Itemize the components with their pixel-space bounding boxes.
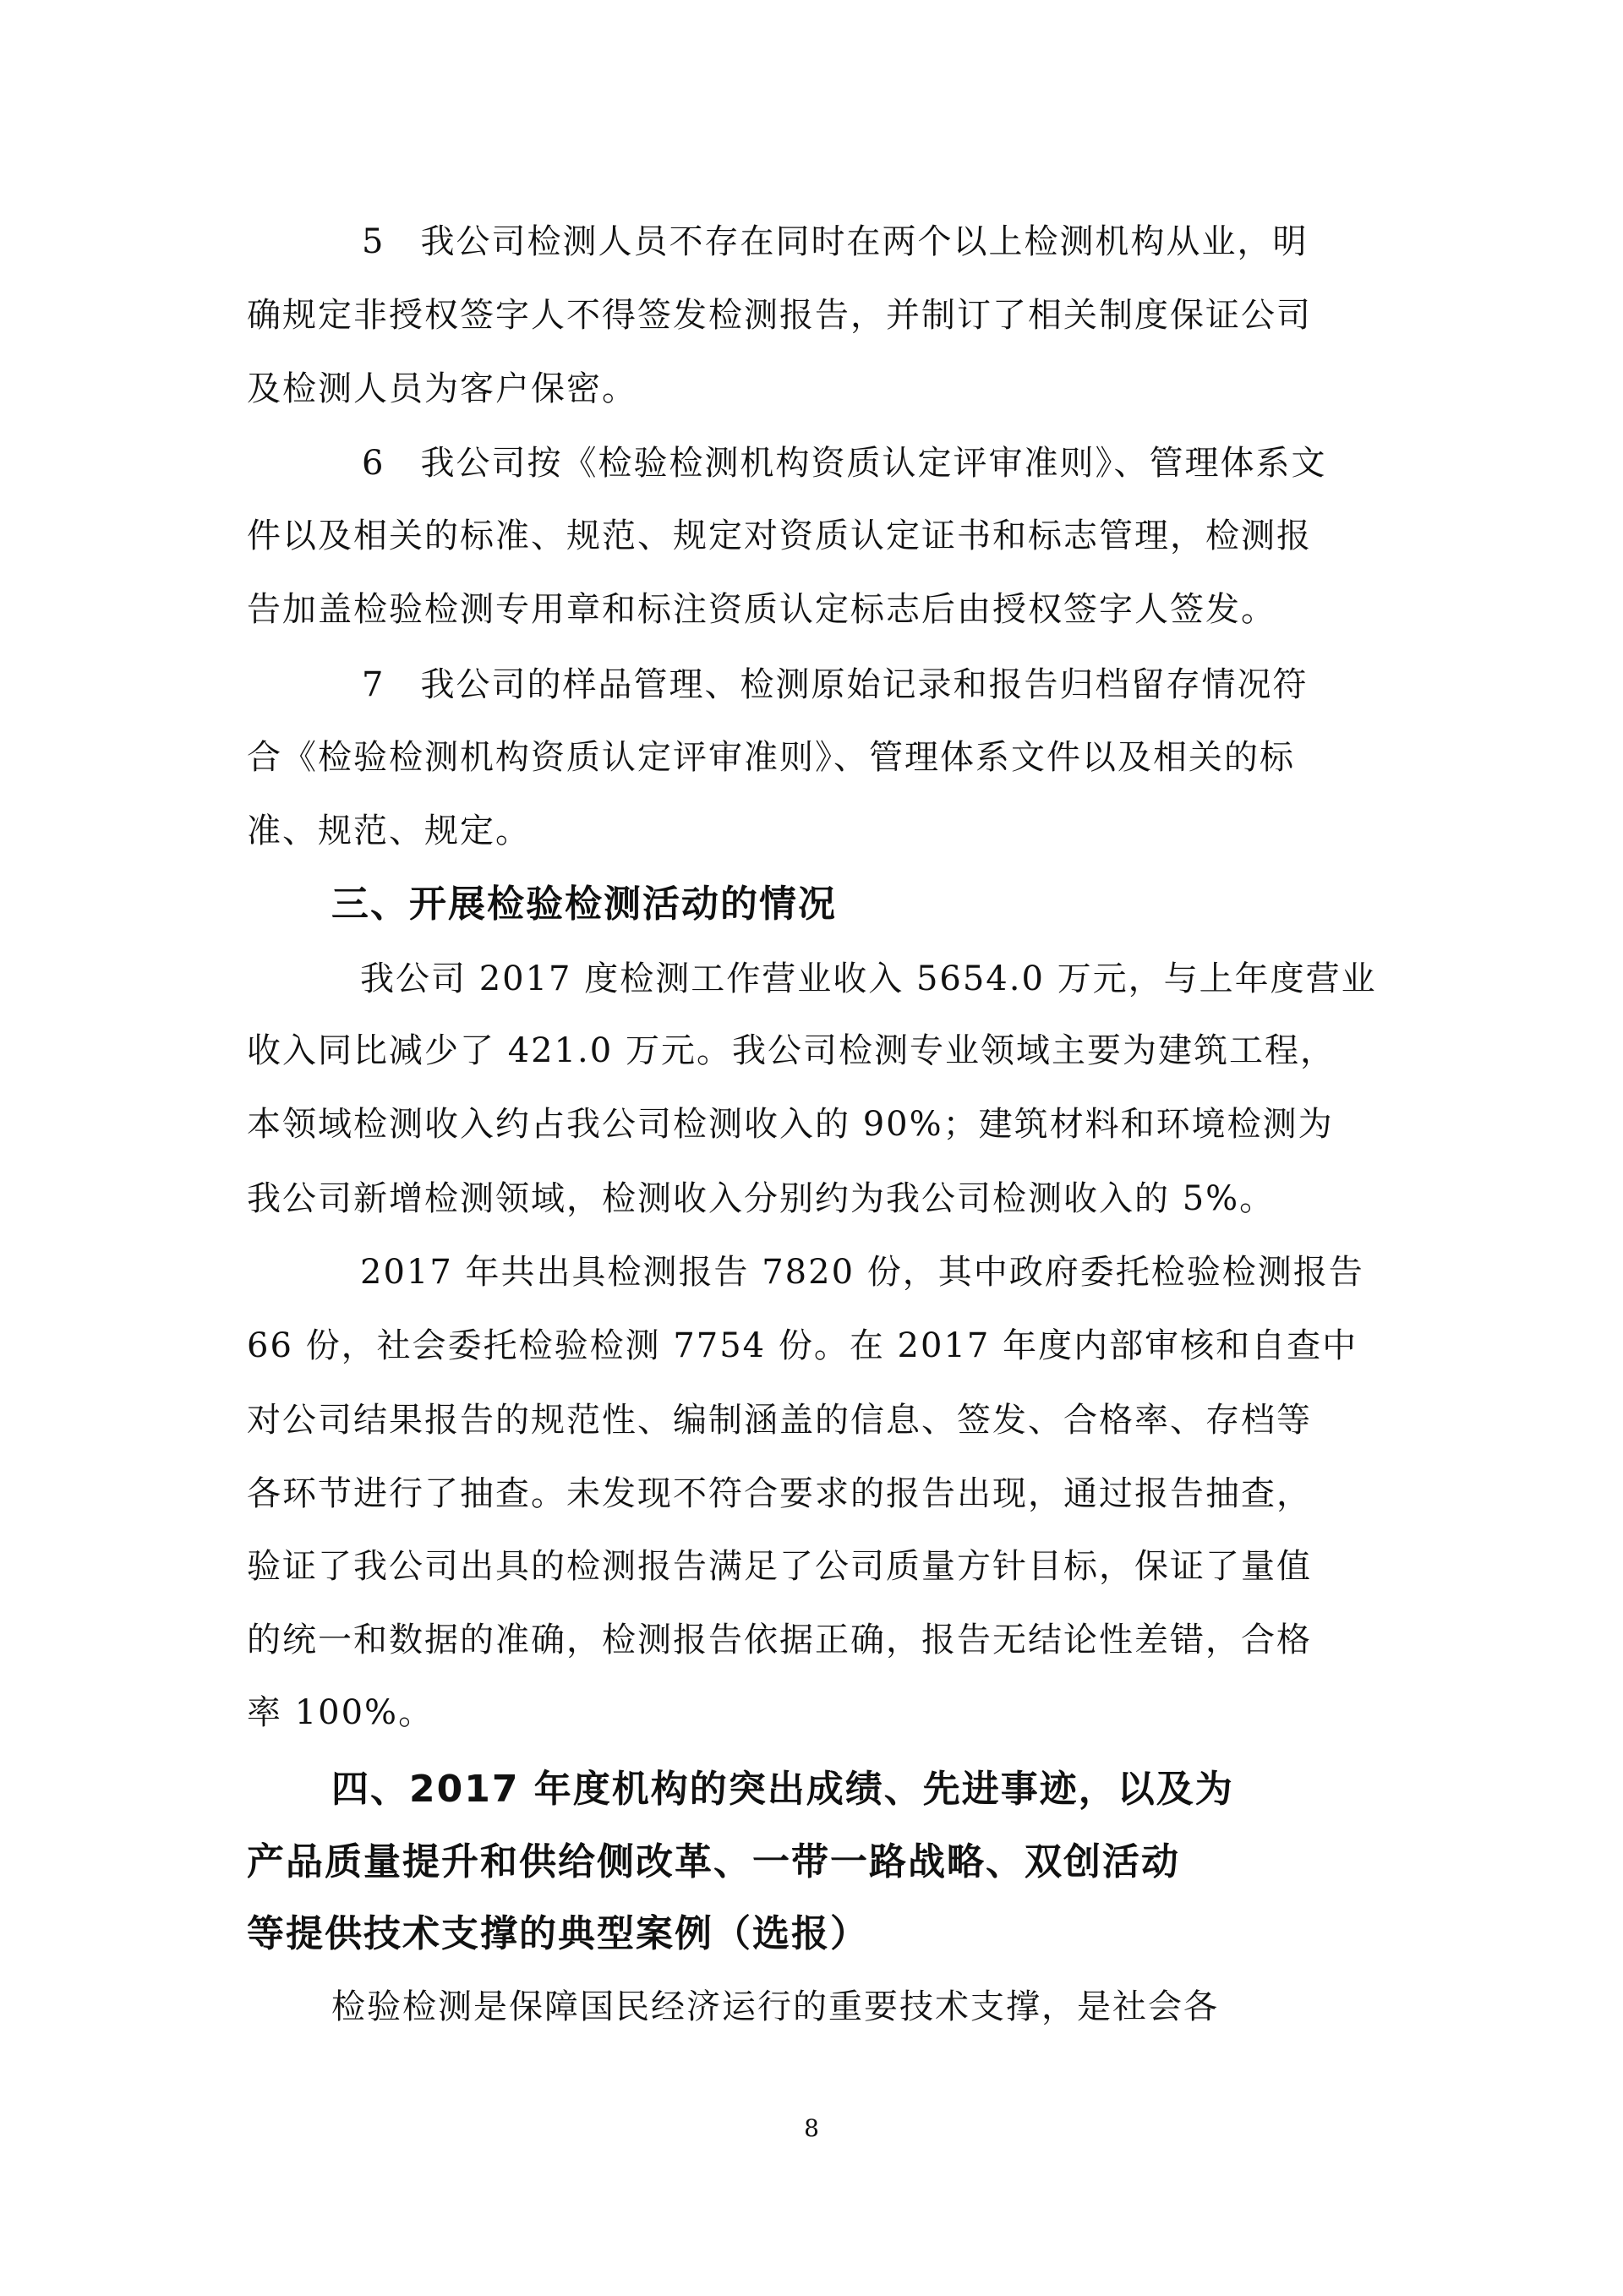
section-3-para-2-line-6: 的统一和数据的准确，检测报告依据正确，报告无结论性差错，合格 (247, 1621, 1312, 1659)
section-4-para-1-line-1: 检验检测是保障国民经济运行的重要技术支撑，是社会各 (331, 1987, 1219, 2026)
item-7-line-2: 合《检验检测机构资质认定评审准则》、管理体系文件以及相关的标 (247, 738, 1295, 777)
section-3-para-2-line-3: 对公司结果报告的规范性、编制涵盖的信息、签发、合格率、存档等 (247, 1401, 1312, 1440)
item-7-line-3: 准、规范、规定。 (247, 812, 531, 850)
section-4-heading-line-2: 产品质量提升和供给侧改革、一带一路战略、双创活动 (247, 1840, 1180, 1883)
item-5-line-2: 确规定非授权签字人不得签发检测报告，并制订了相关制度保证公司 (247, 296, 1312, 335)
item-6-line-1: 6 我公司按《检验检测机构资质认定评审准则》、管理体系文 (362, 444, 1327, 483)
section-3-para-2-line-4: 各环节进行了抽查。未发现不符合要求的报告出现，通过报告抽查， (247, 1474, 1312, 1513)
section-3-para-1-line-4: 我公司新增检测领域，检测收入分别约为我公司检测收入的 5%。 (247, 1179, 1276, 1218)
section-3-para-1-line-1: 我公司 2017 度检测工作营业收入 5654.0 万元，与上年度营业 (360, 959, 1377, 998)
section-3-para-1-line-3: 本领域检测收入约占我公司检测收入的 90%；建筑材料和环境检测为 (247, 1105, 1334, 1144)
section-3-para-2-line-7: 率 100%。 (247, 1693, 434, 1732)
section-3-para-2-line-5: 验证了我公司出具的检测报告满足了公司质量方针目标，保证了量值 (247, 1547, 1312, 1586)
page-number: 8 (804, 2114, 819, 2142)
section-4-heading-line-3: 等提供技术支撑的典型案例（选报） (247, 1912, 869, 1955)
section-3-para-2-line-1: 2017 年共出具检测报告 7820 份，其中政府委托检验检测报告 (360, 1253, 1364, 1292)
item-5-line-3: 及检测人员为客户保密。 (247, 369, 637, 408)
section-3-heading: 三、开展检验检测活动的情况 (331, 883, 837, 926)
section-4-heading-line-1: 四、2017 年度机构的突出成绩、先进事迹，以及为 (331, 1768, 1234, 1811)
item-5-line-1: 5 我公司检测人员不存在同时在两个以上检测机构从业，明 (362, 222, 1309, 261)
item-6-line-3: 告加盖检验检测专用章和标注资质认定标志后由授权签字人签发。 (247, 590, 1276, 629)
section-3-para-2-line-2: 66 份，社会委托检验检测 7754 份。在 2017 年度内部审核和自查中 (247, 1326, 1358, 1365)
item-7-line-1: 7 我公司的样品管理、检测原始记录和报告归档留存情况符 (362, 665, 1309, 704)
item-6-line-2: 件以及相关的标准、规范、规定对资质认定证书和标志管理，检测报 (247, 517, 1312, 555)
section-3-para-1-line-2: 收入同比减少了 421.0 万元。我公司检测专业领域主要为建筑工程， (247, 1031, 1336, 1070)
